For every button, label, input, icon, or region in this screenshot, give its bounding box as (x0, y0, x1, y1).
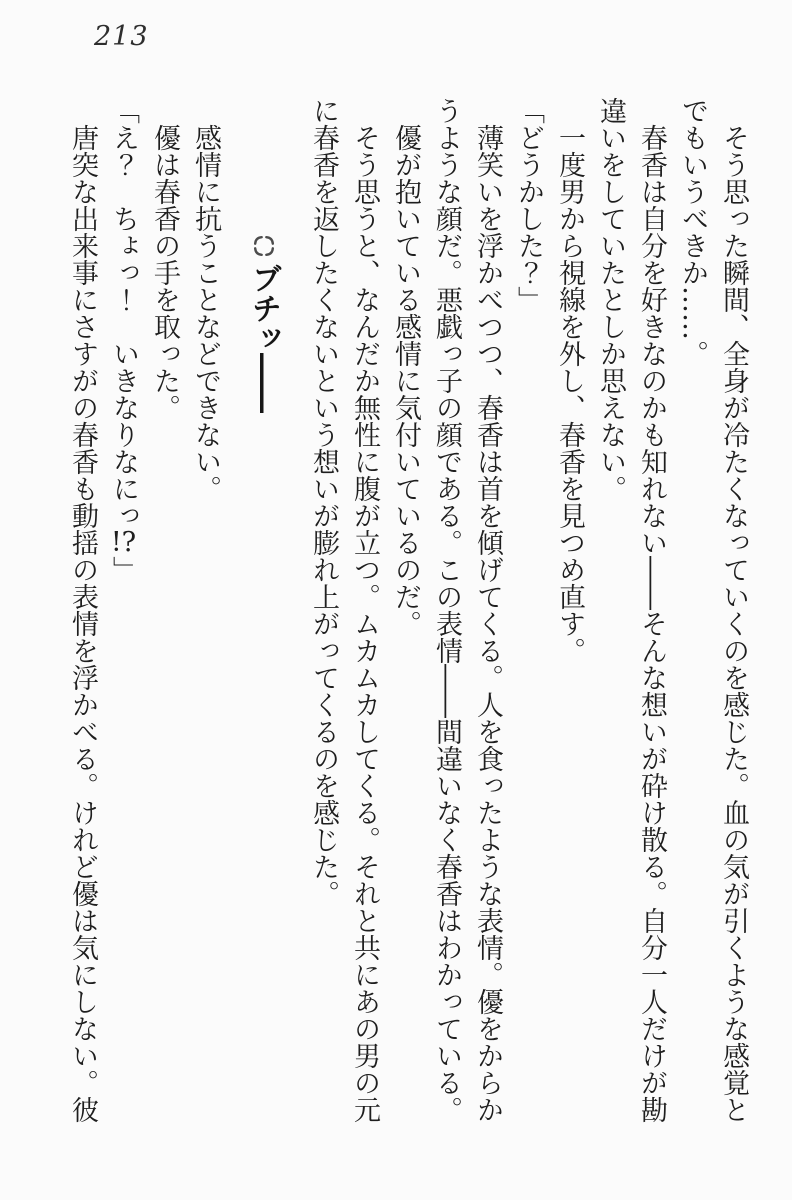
text-line-16: 唐突な出来事にさすがの春香も動揺の表情を浮かべる。けれど優は気にしない。彼 (67, 124, 98, 1123)
text-line-10: そう思うと、なんだか無性に腹が立つ。ムカムカしてくる。それと共にあの男の元 (349, 124, 380, 1123)
text-line-8: うような顔だ。悪戯っ子の顔である。この表情――間違いなく春香はわかっている。 (431, 97, 462, 1123)
text-line-1: そう思った瞬間、全身が冷たくなっていくのを感じた。血の気が引くような感覚と (718, 124, 749, 1123)
dialogue-text-start: 「え？ ちょっ！ いきなりなにっ (108, 97, 139, 529)
text-line-13: 感情に抗うことなどできない。 (190, 124, 221, 502)
text-line-12-sound-effect (243, 97, 284, 1132)
anger-mark-icon (250, 233, 277, 259)
text-line-15-dialogue (103, 97, 144, 1132)
dialogue-exclamation-question: !? (110, 529, 137, 556)
text-line-9: 優が抱いている感情に気付いているのだ。 (390, 124, 421, 637)
page-number: 213 (94, 21, 149, 52)
text-line-11: に春香を返したくないという想いが膨れ上がってくるのを感じた。 (308, 97, 339, 907)
text-line-3: 春香は自分を好きなのかも知れない――そんな想いが砕け散る。自分一人だけが勘 (636, 124, 667, 1123)
sound-effect-text: ブチッ―― (246, 263, 281, 413)
dialogue-text-end: 」 (108, 556, 139, 583)
text-line-4: 違いをしていたとしか思えない。 (595, 97, 626, 502)
text-line-2: でもいうべきか……。 (677, 97, 708, 367)
text-line-6-dialogue: 「どうかした？」 (513, 97, 544, 313)
text-line-14: 優は春香の手を取った。 (149, 124, 180, 421)
text-line-5: 一度男から視線を外し、春香を見つめ直す。 (554, 124, 585, 664)
vertical-text-block (62, 97, 754, 1132)
text-line-7: 薄笑いを浮かべつつ、春香は首を傾げてくる。人を食ったような表情。優をからか (472, 124, 503, 1123)
